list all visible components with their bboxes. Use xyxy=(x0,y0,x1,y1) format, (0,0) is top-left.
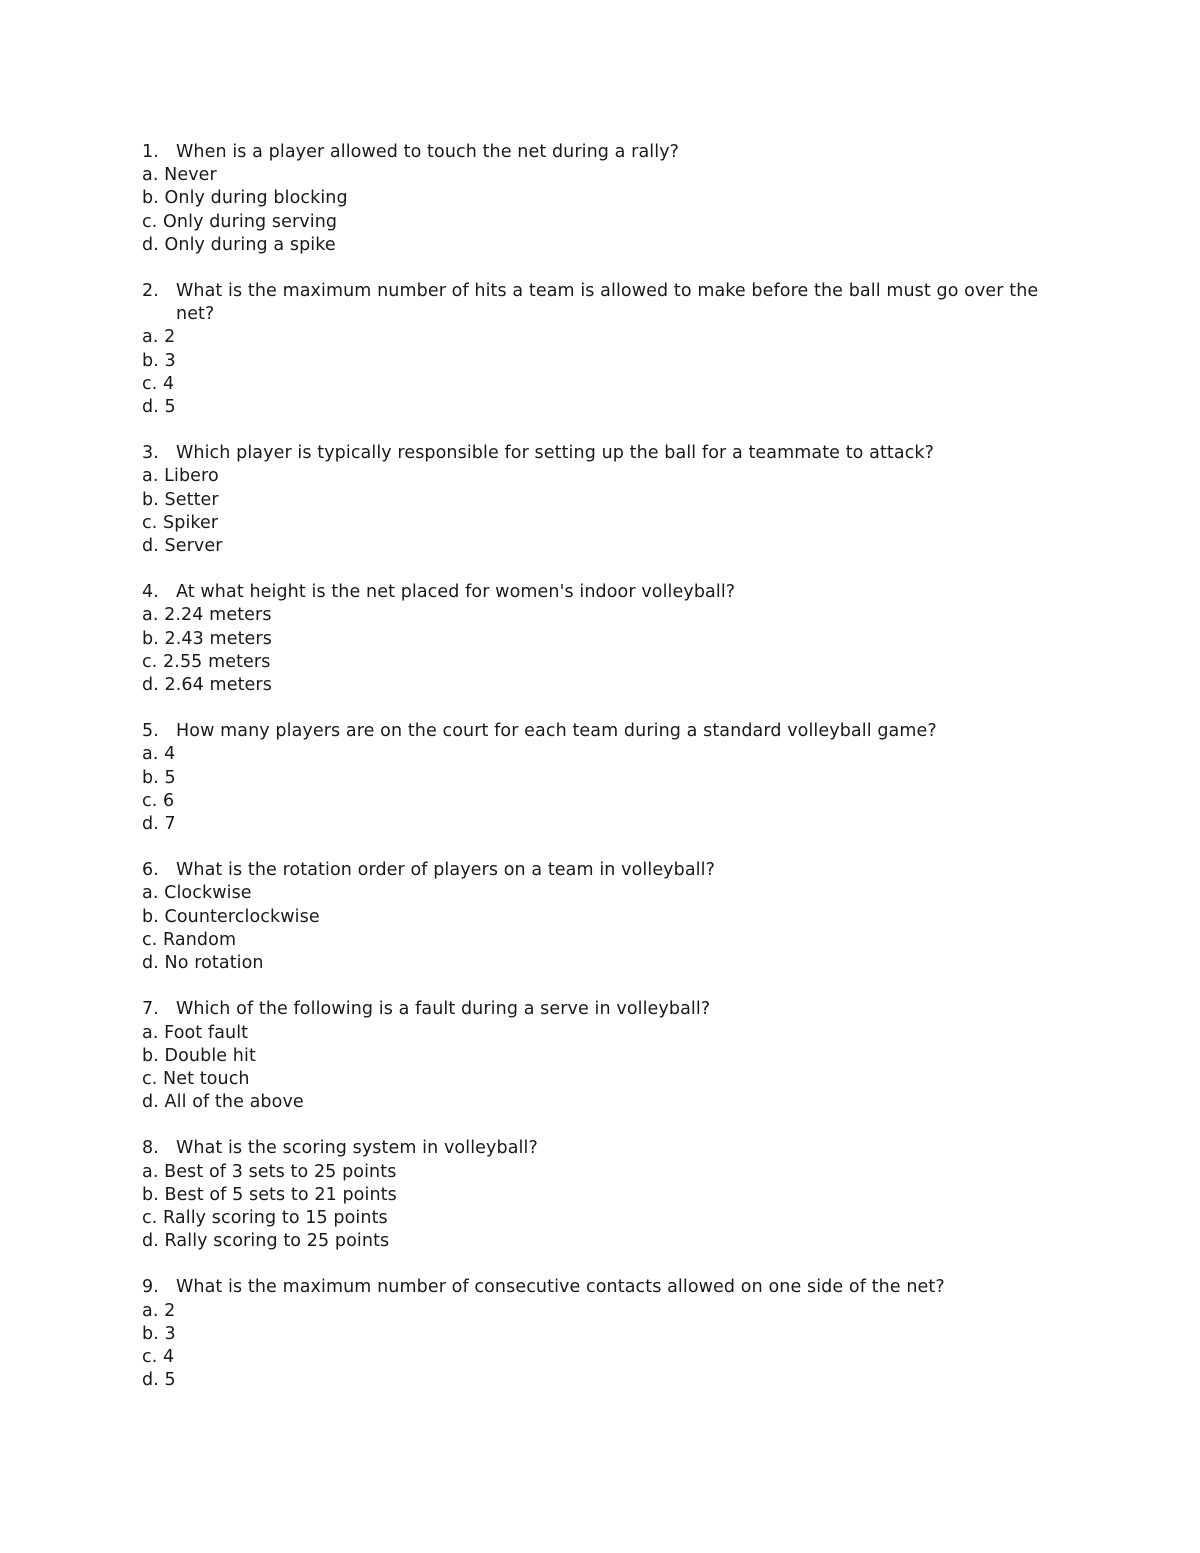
question-text: What is the maximum number of consecutive contacts allowed on one side of the net? xyxy=(176,1277,945,1298)
answer-option-d: d. No rotation xyxy=(142,953,264,974)
question-3 xyxy=(142,442,1062,558)
question-number: 6. xyxy=(142,860,159,881)
question-line xyxy=(142,1276,1062,1299)
answer-option-a: a. Never xyxy=(142,165,217,186)
answer-option-a: a. 4 xyxy=(142,744,176,765)
question-5 xyxy=(142,720,1062,836)
question-6 xyxy=(142,859,1062,975)
question-number: 8. xyxy=(142,1138,159,1159)
question-1 xyxy=(142,141,1062,257)
answer-option-d: d. 5 xyxy=(142,1370,176,1391)
question-line xyxy=(142,1137,1062,1160)
question-text: How many players are on the court for each team during a standard volleyball game? xyxy=(176,721,937,742)
answer-option-a: a. Libero xyxy=(142,466,219,487)
answer-option-c: c. Net touch xyxy=(142,1068,250,1089)
answer-option-c: c. 4 xyxy=(142,373,175,394)
question-9 xyxy=(142,1276,1062,1392)
answer-option-c: c. Random xyxy=(142,929,237,950)
answer-option-b: b. Setter xyxy=(142,489,219,510)
question-number: 3. xyxy=(142,443,159,464)
question-number: 5. xyxy=(142,721,159,742)
answer-option-b: b. 5 xyxy=(142,767,176,788)
answer-option-d: d. 2.64 meters xyxy=(142,675,272,696)
question-4 xyxy=(142,581,1062,697)
question-line xyxy=(142,442,1062,465)
answer-option-c: c. 4 xyxy=(142,1346,175,1367)
question-text: What is the rotation order of players on a team in volleyball? xyxy=(176,860,715,881)
answer-option-a: a. 2 xyxy=(142,327,176,348)
answer-option-b: b. Double hit xyxy=(142,1045,256,1066)
question-line xyxy=(142,280,1062,326)
question-text: Which of the following is a fault during a serve in volleyball? xyxy=(176,999,711,1020)
question-line xyxy=(142,720,1062,743)
answer-option-a: a. 2.24 meters xyxy=(142,605,272,626)
answer-option-d: d. All of the above xyxy=(142,1092,304,1113)
question-7 xyxy=(142,998,1062,1114)
answer-option-a: a. Foot fault xyxy=(142,1022,249,1043)
question-number: 7. xyxy=(142,999,159,1020)
answer-option-a: a. Best of 3 sets to 25 points xyxy=(142,1161,397,1182)
question-number: 2. xyxy=(142,281,159,302)
answer-option-d: d. Only during a spike xyxy=(142,234,336,255)
answer-option-c: c. 6 xyxy=(142,790,175,811)
question-8 xyxy=(142,1137,1062,1253)
answer-option-d: d. Server xyxy=(142,536,223,557)
question-line xyxy=(142,581,1062,604)
question-number: 9. xyxy=(142,1277,159,1298)
answer-option-d: d. Rally scoring to 25 points xyxy=(142,1231,390,1252)
answer-option-b: b. 3 xyxy=(142,350,176,371)
answer-option-c: c. 2.55 meters xyxy=(142,651,271,672)
question-line xyxy=(142,141,1062,164)
answer-option-b: b. Only during blocking xyxy=(142,188,348,209)
question-number: 4. xyxy=(142,582,159,603)
question-line xyxy=(142,998,1062,1021)
question-text: Which player is typically responsible for setting up the ball for a teammate to attack? xyxy=(176,443,935,464)
question-text: When is a player allowed to touch the net during a rally? xyxy=(176,142,680,162)
answer-option-b: b. 3 xyxy=(142,1323,176,1344)
answer-option-b: b. 2.43 meters xyxy=(142,628,272,649)
answer-option-b: b. Best of 5 sets to 21 points xyxy=(142,1184,397,1205)
answer-option-d: d. 7 xyxy=(142,814,176,835)
question-text: What is the scoring system in volleyball? xyxy=(176,1138,538,1159)
answer-option-d: d. 5 xyxy=(142,397,176,418)
question-line xyxy=(142,859,1062,882)
question-2 xyxy=(142,280,1062,419)
answer-option-c: c. Only during serving xyxy=(142,211,338,232)
answer-option-a: a. 2 xyxy=(142,1300,176,1321)
answer-option-c: c. Rally scoring to 15 points xyxy=(142,1207,388,1228)
answer-option-a: a. Clockwise xyxy=(142,883,252,904)
question-text: What is the maximum number of hits a team is allowed to make before the ball must go over the net? xyxy=(176,281,1039,325)
question-number: 1. xyxy=(142,142,159,162)
quiz-document xyxy=(142,141,1062,1415)
answer-option-b: b. Counterclockwise xyxy=(142,906,320,927)
question-text: At what height is the net placed for women's indoor volleyball? xyxy=(176,582,736,603)
answer-option-c: c. Spiker xyxy=(142,512,219,533)
